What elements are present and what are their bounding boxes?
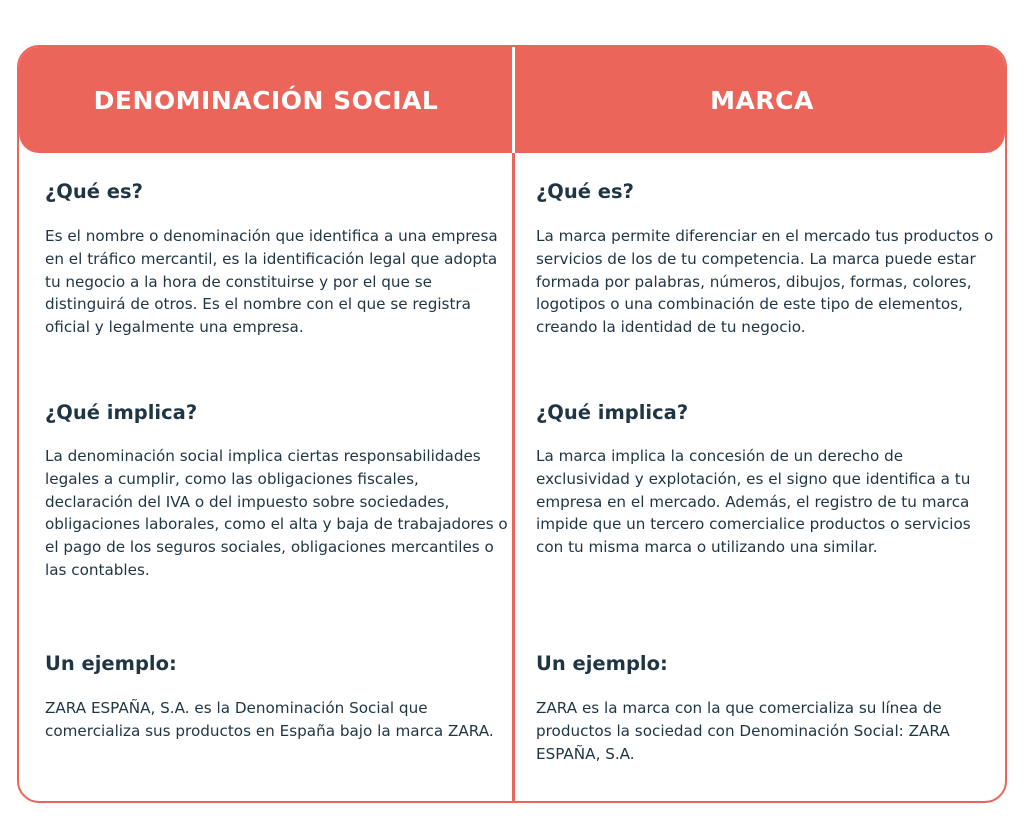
left-what-title: ¿Qué es? [45, 180, 143, 203]
right-implies-title: ¿Qué implica? [536, 401, 689, 424]
right-implies-body: La marca implica la concesión de un derecho de exclusividad y explotación, es el signo que identifica a tu empresa en el mercado. Además, el registro de tu marca impide que un tercero comercialice productos o servicios con tu misma marca o utilizando una similar. [536, 447, 971, 557]
left-example-title: Un ejemplo: [45, 652, 177, 675]
right-example-body: ZARA es la marca con la que comercializa su línea de productos la sociedad con Denominación Social: ZARA ESPAÑA, S.A. [536, 699, 950, 763]
header-marca: MARCA [710, 85, 814, 115]
left-what-body: Es el nombre o denominación que identifica a una empresa en el tráfico mercantil, es la identificación legal que adopta tu negocio a la hora de constituirse y por el que se distinguirá de otros. Es el nombre con el que se registra oficial y legalmente una empresa. [45, 227, 498, 337]
right-what-title: ¿Qué es? [536, 180, 634, 203]
comparison-table [17, 45, 1007, 803]
column-divider [512, 47, 515, 801]
left-example-body: ZARA ESPAÑA, S.A. es la Denominación Social que comercializa sus productos en España bajo la marca ZARA. [45, 699, 494, 740]
left-implies-body: La denominación social implica ciertas responsabilidades legales a cumplir, como las obligaciones fiscales, declaración del IVA o del impuesto sobre sociedades, obligaciones laborales, como el alta y baja de trabajadores o el pago de los seguros sociales, obligaciones mercantiles o las contables. [45, 447, 508, 579]
left-implies-title: ¿Qué implica? [45, 401, 198, 424]
header-denominacion-social: DENOMINACIÓN SOCIAL [93, 85, 439, 115]
table-header [19, 47, 1005, 153]
right-what-body: La marca permite diferenciar en el mercado tus productos o servicios de los de tu competencia. La marca puede estar formada por palabras, números, dibujos, formas, colores, logotipos o una combinación de este tipo de elementos, creando la identidad de tu negocio. [536, 227, 994, 337]
right-example-title: Un ejemplo: [536, 652, 668, 675]
